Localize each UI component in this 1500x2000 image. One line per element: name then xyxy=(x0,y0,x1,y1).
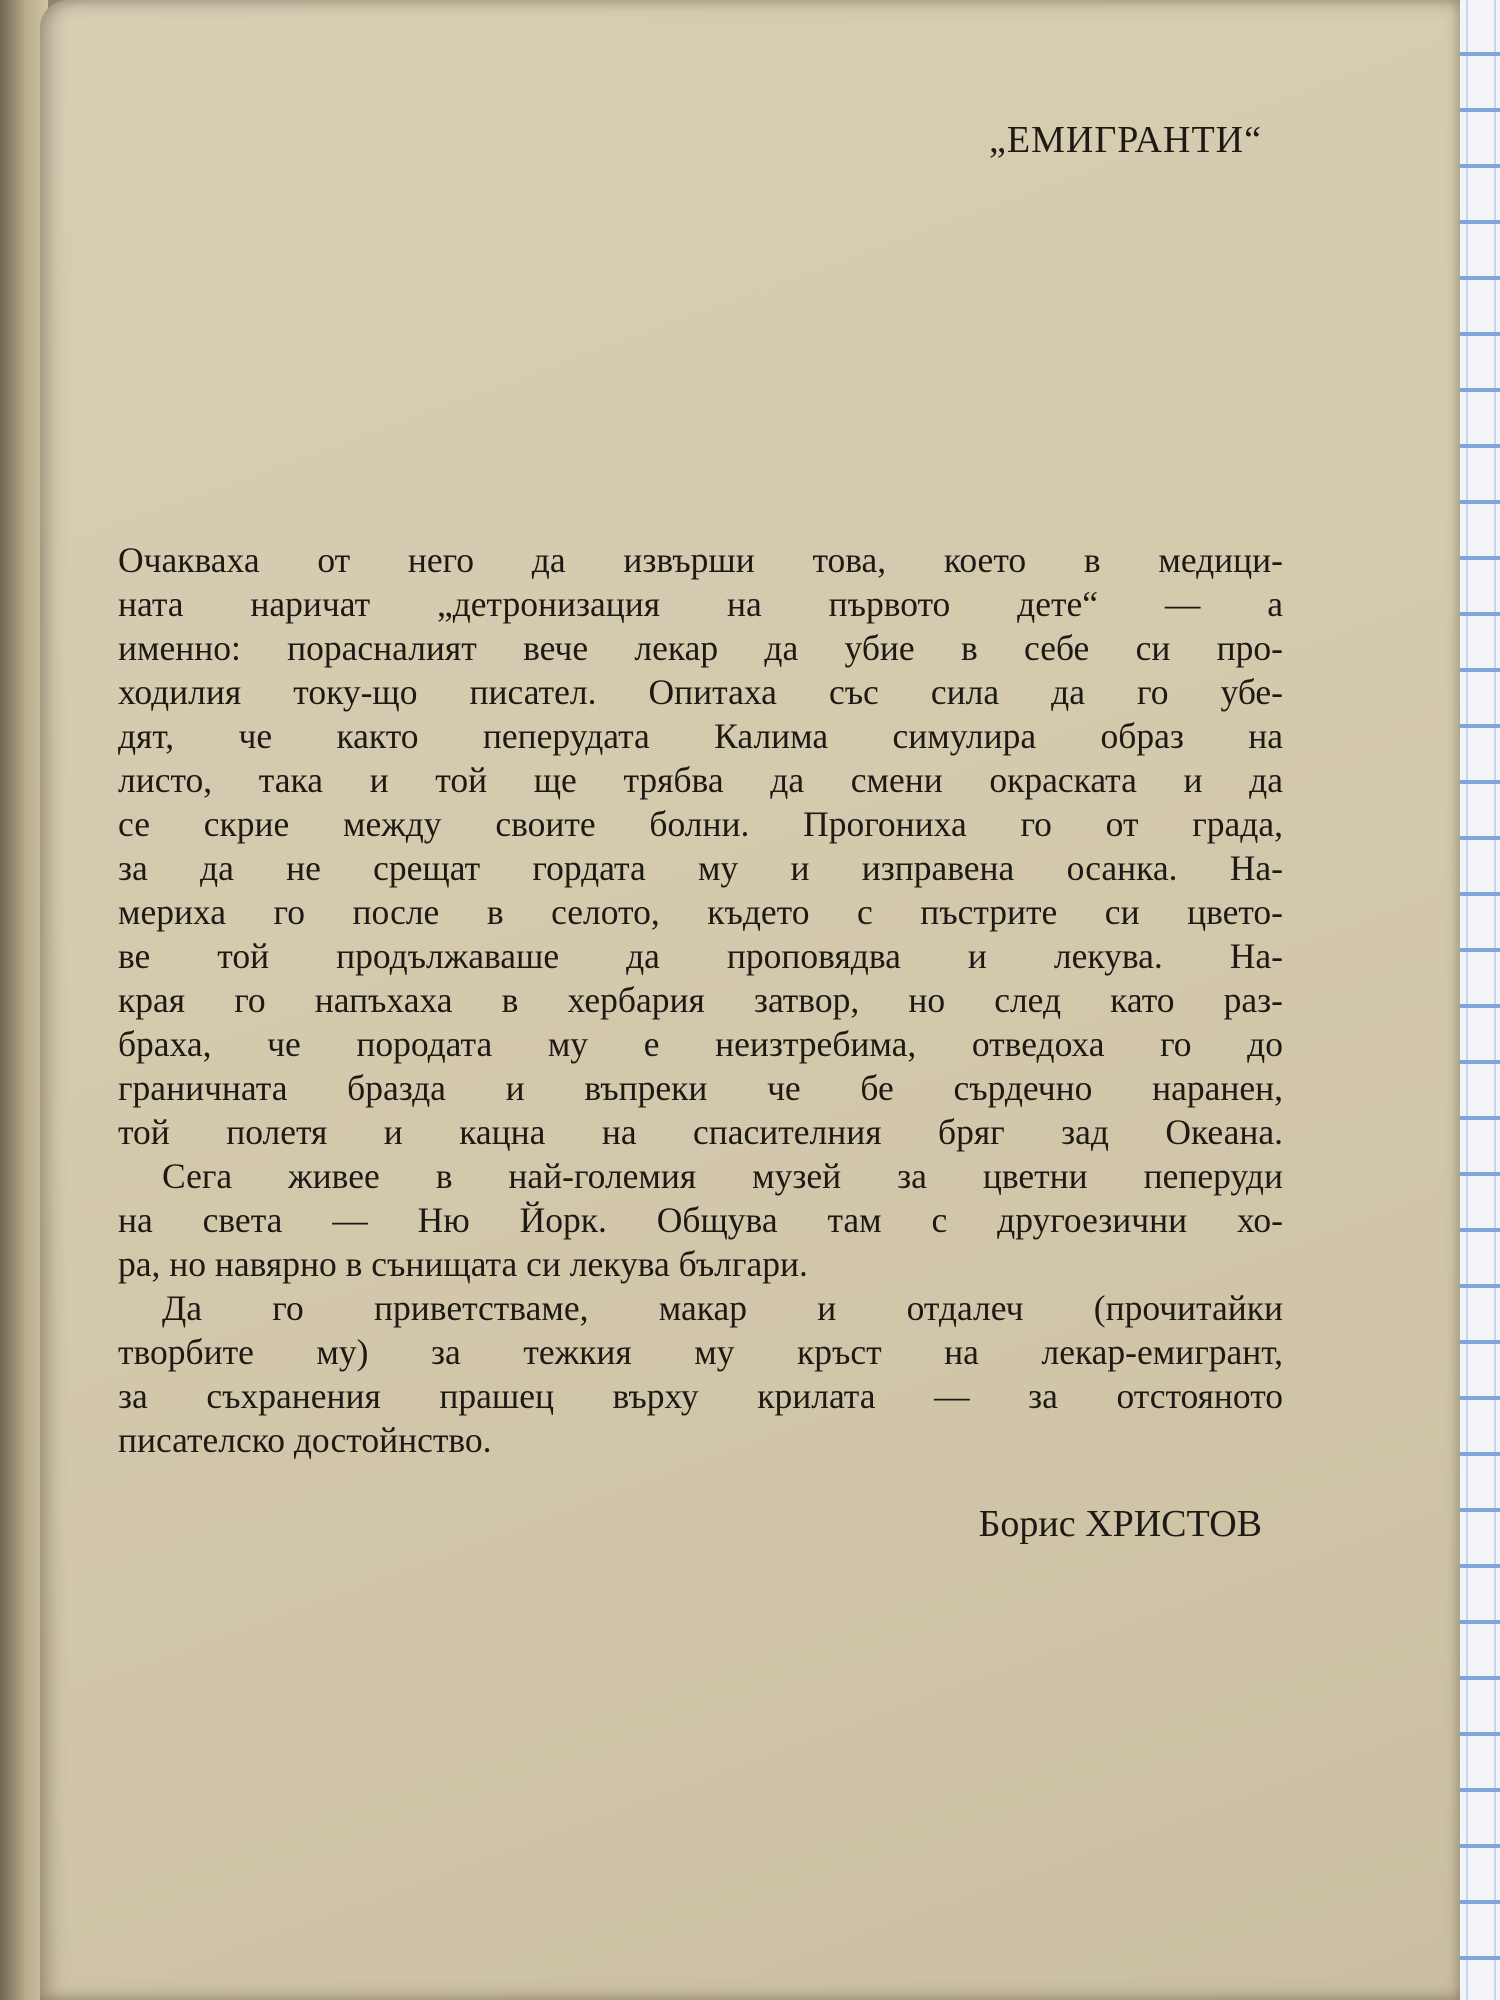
text-line: се скрие между своите болни. Прогониха го от града, xyxy=(118,804,1283,844)
text-line: ходилия току-що писател. Опитаха със сила да го убе- xyxy=(118,672,1283,712)
book-page xyxy=(40,0,1460,2000)
text-line: Да го приветстваме, макар и отдалеч (прочитайки xyxy=(162,1288,1283,1328)
text-line: той полетя и кацна на спасителния бряг зад Океана. xyxy=(118,1112,1283,1152)
text-line: Очакваха от него да извърши това, което в медици- xyxy=(118,540,1283,580)
text-line: ве той продължаваше да проповядва и лекува. На- xyxy=(118,936,1283,976)
text-line: за да не срещат гордата му и изправена осанка. На- xyxy=(118,848,1283,888)
text-line: браха, че породата му е неизтребима, отведоха го до xyxy=(118,1024,1283,1064)
text-line: Сега живее в най-големия музей за цветни пеперуди xyxy=(162,1156,1283,1196)
text-line: мериха го после в селото, където с пъстрите си цвето- xyxy=(118,892,1283,932)
author-signature: Борис ХРИСТОВ xyxy=(978,1503,1262,1545)
text-line: за съхранения прашец върху крилата — за отстояното xyxy=(118,1376,1283,1416)
text-line: на света — Ню Йорк. Общува там с другоезични хо- xyxy=(118,1200,1283,1240)
text-line: края го напъхаха в хербария затвор, но след като раз- xyxy=(118,980,1283,1020)
page-title: „ЕМИГРАНТИ“ xyxy=(989,119,1262,161)
text-line: творбите му) за тежкия му кръст на лекар-емигрант, xyxy=(118,1332,1283,1372)
text-line: ната наричат „детронизация на първото дете“ — а xyxy=(118,584,1283,624)
text-line: листо, така и той ще трябва да смени окраската и да xyxy=(118,760,1283,800)
paragraph-1 xyxy=(118,538,1283,1154)
paragraph-3 xyxy=(118,1286,1283,1462)
body-text xyxy=(118,538,1283,1462)
text-line: ра, но навярно в сънищата си лекува българи. xyxy=(118,1244,808,1284)
text-line: именно: порасналият вече лекар да убие в себе си про- xyxy=(118,628,1283,668)
text-line: писателско достойнство. xyxy=(118,1420,492,1460)
text-line: дят, че както пеперудата Калима симулира образ на xyxy=(118,716,1283,756)
paragraph-2 xyxy=(118,1154,1283,1286)
text-line: граничната бразда и въпреки че бе сърдечно наранен, xyxy=(118,1068,1283,1108)
